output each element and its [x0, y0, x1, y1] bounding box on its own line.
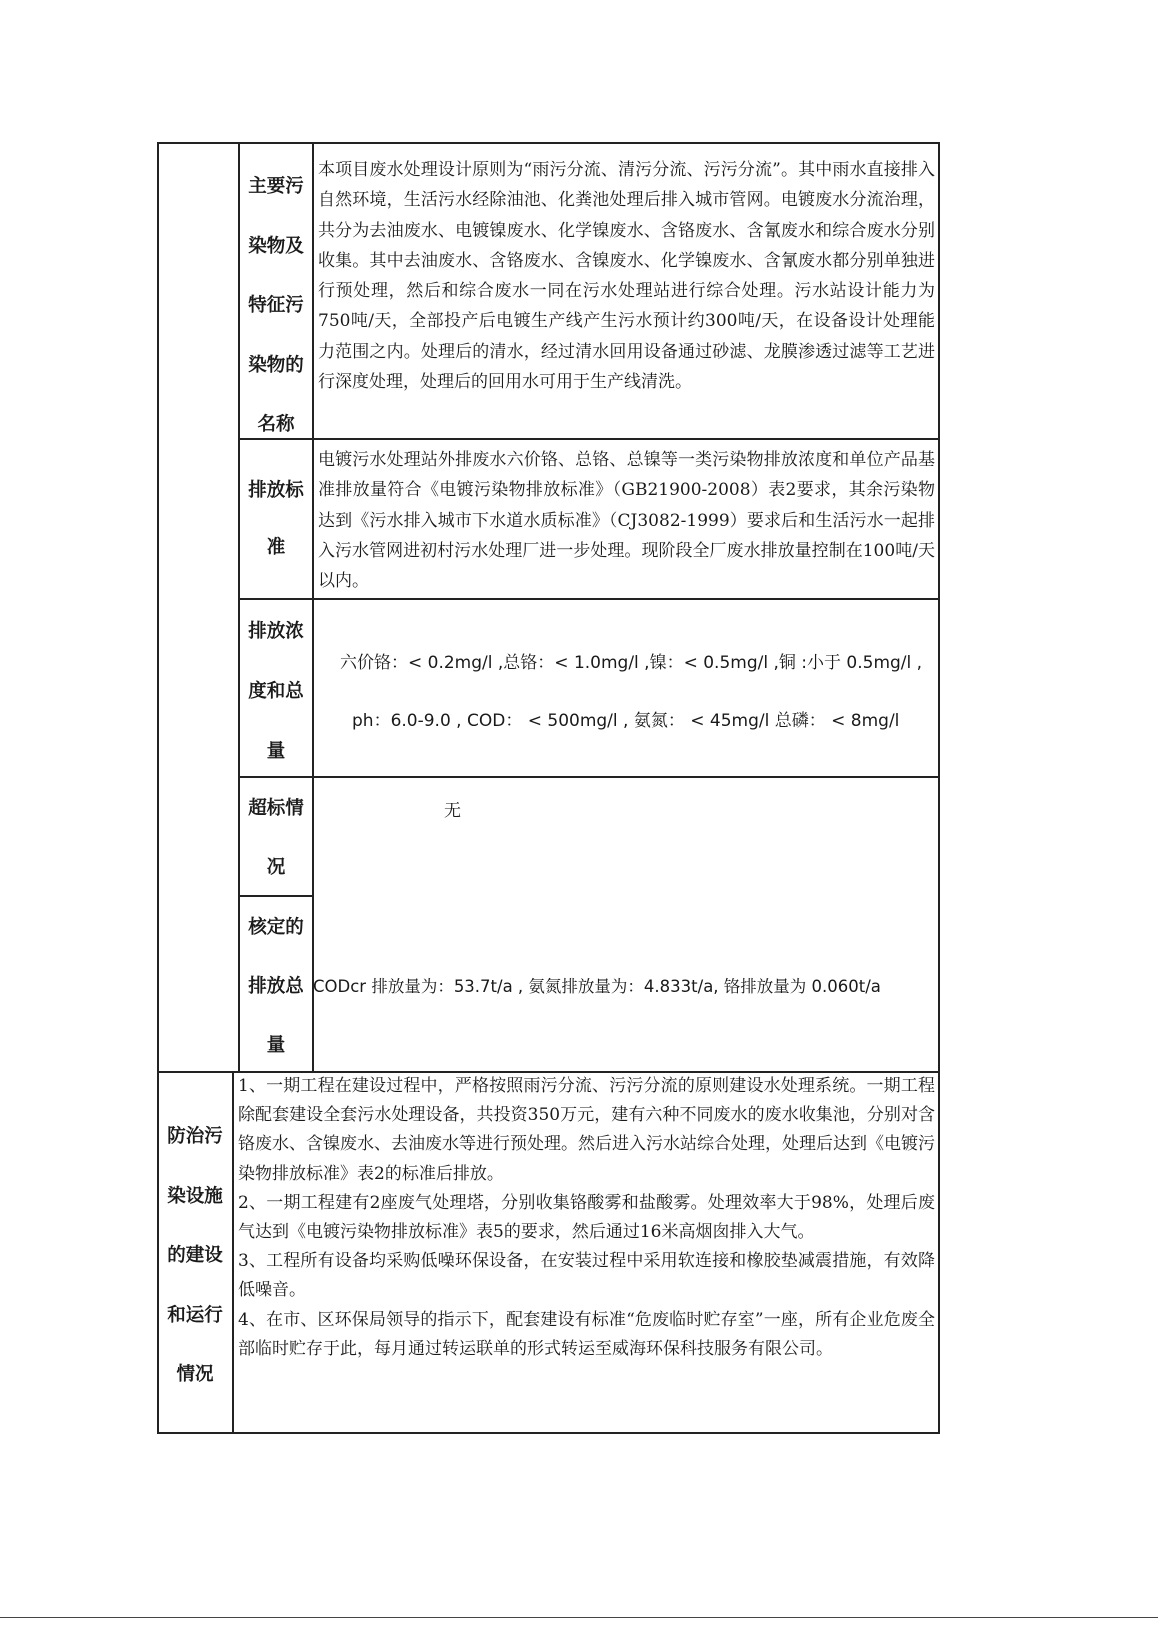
facilities-paragraph-2: 2、一期工程建有2座废气处理塔，分别收集铬酸雾和盐酸雾。处理效率大于98%，处理后废气达到《电镀污染物排放标准》表5的要求，然后通过16米高烟囱排入大气。 [238, 1192, 935, 1243]
facilities-text [233, 1072, 939, 1364]
header-line: 排放标 [248, 480, 304, 501]
divider-row-1 [238, 438, 939, 440]
header-line: 超标情 [248, 798, 304, 819]
header-discharge-standard [240, 462, 312, 576]
page-bottom-rule [0, 1617, 1158, 1618]
header-line: 排放浓 [248, 621, 304, 642]
facilities-paragraph-4: 4、在市、区环保局领导的指示下，配套建设有标准“危废临时贮存室”一座，所有企业危废全部临时贮存于此，每月通过转运联单的形式转运至威海环保科技服务有限公司。 [238, 1309, 935, 1359]
exceed-status-value: 无 [444, 801, 461, 821]
header-line: 特征污 [248, 295, 304, 316]
header-line: 和运行 [167, 1304, 223, 1326]
header-line: 染设施 [167, 1185, 223, 1207]
table-border-bottom [157, 1432, 940, 1434]
discharge-standard-text: 电镀污水处理站外排废水六价铬、总铬、总镍等一类污染物排放浓度和单位产品基准排放量符合《电镀污染物排放标准》（GB21900-2008）表2要求，其余污染物达到《污水排入城市下水道水质标准》（CJ3082-1999）要求后和生活污水一起排入污水管网进初村污水处理厂进一步处理。现阶段全厂废水排放量控制在100吨/天以内。 [318, 450, 935, 592]
divider-row-2 [238, 598, 939, 600]
header-line: 染物的 [248, 354, 304, 376]
header-line: 防治污 [167, 1126, 223, 1147]
concentration-line-2: ph：6.0-9.0 , COD： < 500mg/l , 氨氮： < 45mg/l 总磷： < 8mg/l [352, 711, 900, 731]
header-line: 染物及 [248, 235, 304, 257]
header-main-pollutants [240, 157, 312, 455]
header-line: 核定的 [248, 917, 304, 938]
header-line: 量 [266, 741, 286, 762]
header-exceed-status [240, 779, 312, 897]
facilities-paragraph-3: 3、工程所有设备均采购低噪环保设备，在安装过程中采用软连接和橡胶垫减震措施，有效降低噪音。 [238, 1251, 935, 1301]
table-border-top [157, 142, 940, 144]
divider-row-3 [238, 776, 939, 778]
main-pollutants-text: 本项目废水处理设计原则为“雨污分流、清污分流、污污分流”。其中雨水直接排入自然环境，生活污水经除油池、化粪池处理后排入城市管网。电镀废水分流治理，共分为去油废水、电镀镍废水、化学镍废水、含铬废水、含氰废水和综合废水分别收集。其中去油废水、含铬废水、含镍废水、化学镍废水、含氰废水都分别单独进行预处理，然后和综合废水一同在污水处理站进行综合处理。污水站设计能力为750吨/天，全部投产后电镀生产线产生污水预计约300吨/天，在设备设计处理能力范围之内。处理后的清水，经过清水回用设备通过砂滤、龙膜渗透过滤等工艺进行深度处理，处理后的回用水可用于生产线清洗。 [318, 160, 935, 393]
header-line: 度和总 [248, 681, 304, 702]
header-line: 排放总 [248, 976, 304, 997]
header-line: 名称 [257, 414, 295, 435]
concentration-line-1: 六价铬：< 0.2mg/l ,总铬：< 1.0mg/l ,镍：< 0.5mg/l ,铜 :小于 0.5mg/l , [340, 653, 923, 673]
header-line: 况 [266, 857, 286, 878]
header-line: 量 [266, 1035, 286, 1056]
facilities-paragraph-1: 1、一期工程在建设过程中，严格按照雨污分流、污污分流的原则建设水处理系统。一期工程除配套建设全套污水处理设备，共投资350万元，建有六种不同废水的废水收集池，分别对含铬废水、含镍废水、去油废水等进行预处理。然后进入污水站综合处理，处理后达到《电镀污染物排放标准》表2的标准后排放。 [238, 1076, 935, 1184]
header-approved-total [240, 898, 312, 1075]
approved-total-value: CODcr 排放量为：53.7t/a , 氨氮排放量为：4.833t/a, 铬排放量为 0.060t/a [313, 977, 881, 996]
header-line: 准 [266, 537, 286, 558]
header-line: 的建设 [167, 1245, 223, 1266]
header-concentration-total [240, 602, 312, 782]
header-line: 情况 [176, 1364, 214, 1385]
header-facilities [158, 1107, 232, 1405]
header-line: 主要污 [248, 176, 304, 197]
